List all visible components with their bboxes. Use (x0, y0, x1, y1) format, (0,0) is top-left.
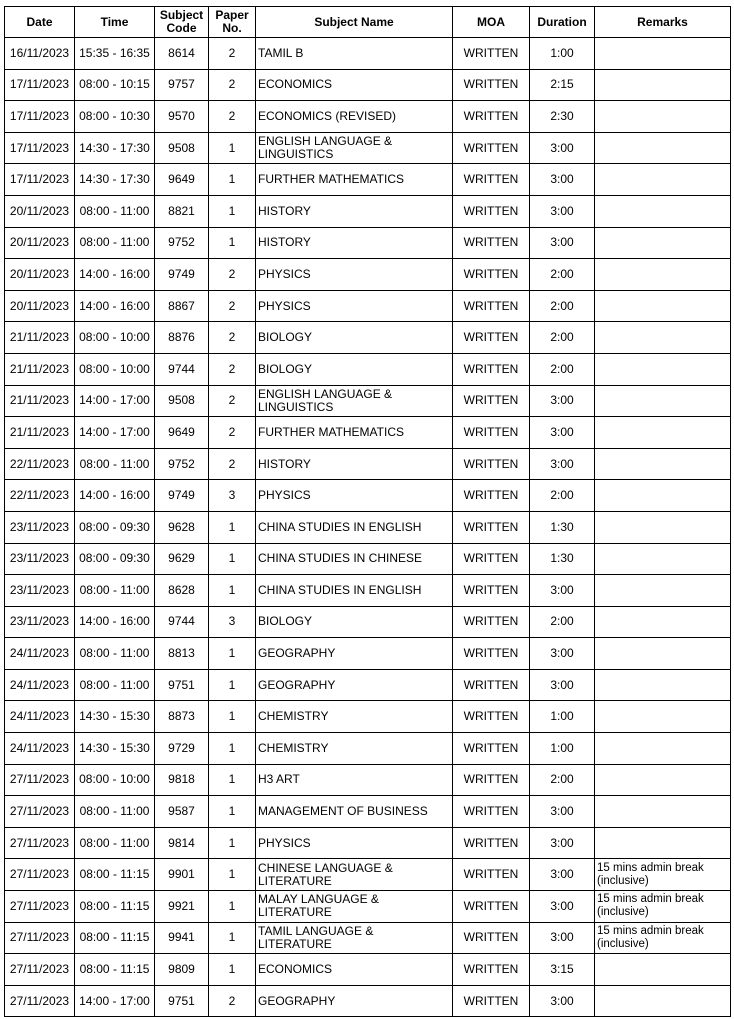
cell-moa: WRITTEN (453, 606, 530, 638)
cell-time: 08:00 - 11:00 (75, 448, 155, 480)
cell-paper-no: 2 (209, 385, 256, 417)
cell-time: 14:00 - 16:00 (75, 290, 155, 322)
cell-paper-no: 1 (209, 954, 256, 986)
cell-time: 14:30 - 15:30 (75, 733, 155, 765)
table-row (5, 101, 731, 133)
cell-paper-no: 1 (209, 891, 256, 923)
cell-date: 23/11/2023 (5, 575, 75, 607)
cell-remarks (595, 796, 731, 828)
cell-moa: WRITTEN (453, 701, 530, 733)
cell-duration: 2:00 (530, 764, 595, 796)
cell-time: 08:00 - 11:15 (75, 922, 155, 954)
cell-date: 17/11/2023 (5, 69, 75, 101)
cell-duration: 3:00 (530, 985, 595, 1017)
cell-date: 22/11/2023 (5, 480, 75, 512)
cell-date: 21/11/2023 (5, 353, 75, 385)
cell-remarks: 15 mins admin break (inclusive) (595, 891, 731, 923)
cell-date: 17/11/2023 (5, 132, 75, 164)
table-row (5, 764, 731, 796)
cell-date: 27/11/2023 (5, 764, 75, 796)
timetable-body (5, 38, 731, 1017)
cell-paper-no: 1 (209, 195, 256, 227)
cell-duration: 2:00 (530, 259, 595, 291)
cell-subject-code: 9941 (155, 922, 209, 954)
cell-subject-name: CHINESE LANGUAGE & LITERATURE (256, 859, 453, 891)
cell-subject-code: 9752 (155, 448, 209, 480)
cell-date: 27/11/2023 (5, 827, 75, 859)
cell-remarks (595, 164, 731, 196)
cell-paper-no: 1 (209, 543, 256, 575)
cell-subject-code: 8628 (155, 575, 209, 607)
cell-time: 14:30 - 17:30 (75, 164, 155, 196)
cell-subject-name: PHYSICS (256, 480, 453, 512)
table-row (5, 164, 731, 196)
cell-remarks (595, 227, 731, 259)
cell-paper-no: 2 (209, 448, 256, 480)
cell-subject-name: BIOLOGY (256, 322, 453, 354)
cell-date: 27/11/2023 (5, 859, 75, 891)
cell-subject-code: 9629 (155, 543, 209, 575)
cell-paper-no: 1 (209, 669, 256, 701)
cell-duration: 2:00 (530, 480, 595, 512)
cell-paper-no: 1 (209, 164, 256, 196)
cell-remarks (595, 606, 731, 638)
cell-duration: 3:00 (530, 132, 595, 164)
cell-time: 08:00 - 11:00 (75, 669, 155, 701)
cell-moa: WRITTEN (453, 764, 530, 796)
cell-moa: WRITTEN (453, 480, 530, 512)
table-row (5, 38, 731, 70)
cell-time: 14:00 - 16:00 (75, 480, 155, 512)
cell-time: 08:00 - 10:00 (75, 322, 155, 354)
cell-moa: WRITTEN (453, 69, 530, 101)
cell-subject-code: 8614 (155, 38, 209, 70)
cell-subject-name: BIOLOGY (256, 606, 453, 638)
cell-subject-name: CHEMISTRY (256, 733, 453, 765)
cell-duration: 1:00 (530, 701, 595, 733)
cell-subject-code: 8873 (155, 701, 209, 733)
cell-date: 22/11/2023 (5, 448, 75, 480)
table-row (5, 132, 731, 164)
table-row (5, 922, 731, 954)
cell-subject-name: GEOGRAPHY (256, 638, 453, 670)
cell-remarks (595, 480, 731, 512)
cell-paper-no: 2 (209, 259, 256, 291)
cell-moa: WRITTEN (453, 922, 530, 954)
cell-subject-name: HISTORY (256, 195, 453, 227)
cell-duration: 3:00 (530, 195, 595, 227)
cell-subject-name: HISTORY (256, 448, 453, 480)
table-row (5, 227, 731, 259)
cell-paper-no: 1 (209, 638, 256, 670)
cell-date: 27/11/2023 (5, 954, 75, 986)
cell-time: 14:30 - 17:30 (75, 132, 155, 164)
cell-date: 23/11/2023 (5, 606, 75, 638)
cell-duration: 2:00 (530, 290, 595, 322)
cell-moa: WRITTEN (453, 891, 530, 923)
table-row (5, 701, 731, 733)
table-row (5, 859, 731, 891)
cell-moa: WRITTEN (453, 38, 530, 70)
cell-paper-no: 1 (209, 764, 256, 796)
cell-remarks (595, 985, 731, 1017)
cell-moa: WRITTEN (453, 290, 530, 322)
cell-remarks: 15 mins admin break (inclusive) (595, 859, 731, 891)
cell-remarks (595, 417, 731, 449)
cell-duration: 1:00 (530, 38, 595, 70)
cell-time: 08:00 - 11:15 (75, 859, 155, 891)
cell-subject-name: ECONOMICS (REVISED) (256, 101, 453, 133)
cell-subject-code: 8867 (155, 290, 209, 322)
cell-date: 20/11/2023 (5, 259, 75, 291)
cell-moa: WRITTEN (453, 353, 530, 385)
cell-moa: WRITTEN (453, 132, 530, 164)
cell-paper-no: 1 (209, 859, 256, 891)
table-row (5, 575, 731, 607)
cell-moa: WRITTEN (453, 543, 530, 575)
cell-duration: 3:00 (530, 859, 595, 891)
cell-paper-no: 2 (209, 353, 256, 385)
cell-moa: WRITTEN (453, 511, 530, 543)
table-row (5, 417, 731, 449)
cell-time: 08:00 - 11:15 (75, 954, 155, 986)
cell-subject-code: 9508 (155, 132, 209, 164)
cell-time: 14:00 - 17:00 (75, 385, 155, 417)
cell-subject-name: H3 ART (256, 764, 453, 796)
cell-date: 27/11/2023 (5, 985, 75, 1017)
cell-subject-name: ECONOMICS (256, 69, 453, 101)
cell-subject-name: PHYSICS (256, 827, 453, 859)
cell-time: 14:00 - 16:00 (75, 259, 155, 291)
cell-time: 08:00 - 11:00 (75, 227, 155, 259)
header-subject-name: Subject Name (256, 7, 453, 38)
cell-paper-no: 1 (209, 511, 256, 543)
cell-duration: 3:00 (530, 796, 595, 828)
cell-subject-name: TAMIL B (256, 38, 453, 70)
table-row (5, 290, 731, 322)
cell-remarks (595, 733, 731, 765)
cell-subject-name: CHINA STUDIES IN CHINESE (256, 543, 453, 575)
cell-time: 14:00 - 17:00 (75, 985, 155, 1017)
cell-paper-no: 1 (209, 701, 256, 733)
cell-remarks (595, 38, 731, 70)
cell-subject-code: 9587 (155, 796, 209, 828)
cell-moa: WRITTEN (453, 859, 530, 891)
cell-paper-no: 1 (209, 922, 256, 954)
cell-subject-code: 9901 (155, 859, 209, 891)
table-row (5, 606, 731, 638)
cell-moa: WRITTEN (453, 733, 530, 765)
cell-time: 08:00 - 11:00 (75, 827, 155, 859)
cell-date: 20/11/2023 (5, 227, 75, 259)
cell-paper-no: 2 (209, 38, 256, 70)
cell-duration: 2:15 (530, 69, 595, 101)
header-subject-code: Subject Code (155, 7, 209, 38)
cell-date: 21/11/2023 (5, 417, 75, 449)
cell-moa: WRITTEN (453, 954, 530, 986)
cell-moa: WRITTEN (453, 985, 530, 1017)
cell-remarks (595, 353, 731, 385)
cell-paper-no: 2 (209, 322, 256, 354)
cell-subject-name: BIOLOGY (256, 353, 453, 385)
table-row (5, 638, 731, 670)
cell-duration: 2:30 (530, 101, 595, 133)
cell-subject-code: 9649 (155, 417, 209, 449)
table-row (5, 985, 731, 1017)
cell-subject-name: PHYSICS (256, 290, 453, 322)
cell-date: 24/11/2023 (5, 669, 75, 701)
cell-moa: WRITTEN (453, 669, 530, 701)
cell-duration: 1:30 (530, 511, 595, 543)
cell-moa: WRITTEN (453, 385, 530, 417)
header-row (5, 7, 731, 38)
cell-moa: WRITTEN (453, 827, 530, 859)
cell-remarks (595, 575, 731, 607)
cell-remarks (595, 290, 731, 322)
cell-subject-code: 9818 (155, 764, 209, 796)
cell-subject-name: ENGLISH LANGUAGE & LINGUISTICS (256, 385, 453, 417)
cell-remarks (595, 669, 731, 701)
cell-subject-name: PHYSICS (256, 259, 453, 291)
cell-time: 08:00 - 11:00 (75, 195, 155, 227)
cell-subject-code: 9744 (155, 606, 209, 638)
cell-duration: 3:00 (530, 827, 595, 859)
cell-duration: 2:00 (530, 353, 595, 385)
table-row (5, 669, 731, 701)
cell-time: 08:00 - 10:30 (75, 101, 155, 133)
table-row (5, 259, 731, 291)
cell-date: 27/11/2023 (5, 796, 75, 828)
cell-date: 21/11/2023 (5, 385, 75, 417)
cell-date: 16/11/2023 (5, 38, 75, 70)
cell-moa: WRITTEN (453, 638, 530, 670)
cell-time: 08:00 - 10:00 (75, 764, 155, 796)
cell-moa: WRITTEN (453, 164, 530, 196)
table-row (5, 448, 731, 480)
header-moa: MOA (453, 7, 530, 38)
cell-remarks (595, 701, 731, 733)
cell-remarks (595, 259, 731, 291)
header-date: Date (5, 7, 75, 38)
cell-subject-code: 9809 (155, 954, 209, 986)
cell-duration: 1:30 (530, 543, 595, 575)
cell-duration: 3:00 (530, 448, 595, 480)
cell-subject-code: 9749 (155, 259, 209, 291)
cell-remarks (595, 322, 731, 354)
timetable-table (4, 6, 731, 1017)
table-row (5, 385, 731, 417)
cell-moa: WRITTEN (453, 101, 530, 133)
cell-subject-code: 9570 (155, 101, 209, 133)
cell-date: 17/11/2023 (5, 164, 75, 196)
cell-paper-no: 2 (209, 101, 256, 133)
cell-remarks: 15 mins admin break (inclusive) (595, 922, 731, 954)
cell-moa: WRITTEN (453, 195, 530, 227)
cell-remarks (595, 448, 731, 480)
cell-remarks (595, 132, 731, 164)
cell-moa: WRITTEN (453, 259, 530, 291)
table-row (5, 827, 731, 859)
cell-subject-code: 8876 (155, 322, 209, 354)
cell-remarks (595, 385, 731, 417)
cell-time: 14:00 - 16:00 (75, 606, 155, 638)
table-row (5, 511, 731, 543)
cell-time: 08:00 - 11:15 (75, 891, 155, 923)
cell-date: 24/11/2023 (5, 733, 75, 765)
cell-date: 20/11/2023 (5, 290, 75, 322)
cell-remarks (595, 638, 731, 670)
cell-paper-no: 1 (209, 733, 256, 765)
cell-subject-name: FURTHER MATHEMATICS (256, 164, 453, 196)
cell-subject-code: 9814 (155, 827, 209, 859)
cell-date: 23/11/2023 (5, 511, 75, 543)
cell-time: 15:35 - 16:35 (75, 38, 155, 70)
cell-duration: 3:00 (530, 891, 595, 923)
cell-subject-name: FURTHER MATHEMATICS (256, 417, 453, 449)
cell-subject-name: MANAGEMENT OF BUSINESS (256, 796, 453, 828)
header-remarks: Remarks (595, 7, 731, 38)
exam-timetable (4, 6, 731, 1017)
cell-duration: 3:00 (530, 385, 595, 417)
table-row (5, 353, 731, 385)
cell-duration: 2:00 (530, 606, 595, 638)
header-time: Time (75, 7, 155, 38)
cell-subject-code: 9649 (155, 164, 209, 196)
cell-subject-code: 8813 (155, 638, 209, 670)
cell-time: 08:00 - 11:00 (75, 638, 155, 670)
cell-subject-name: CHEMISTRY (256, 701, 453, 733)
cell-moa: WRITTEN (453, 448, 530, 480)
cell-subject-code: 9757 (155, 69, 209, 101)
cell-date: 24/11/2023 (5, 638, 75, 670)
cell-paper-no: 1 (209, 575, 256, 607)
cell-remarks (595, 69, 731, 101)
header-duration: Duration (530, 7, 595, 38)
cell-paper-no: 2 (209, 69, 256, 101)
cell-date: 23/11/2023 (5, 543, 75, 575)
cell-time: 08:00 - 11:00 (75, 796, 155, 828)
cell-subject-name: MALAY LANGUAGE & LITERATURE (256, 891, 453, 923)
cell-subject-name: CHINA STUDIES IN ENGLISH (256, 511, 453, 543)
cell-duration: 3:00 (530, 417, 595, 449)
cell-remarks (595, 954, 731, 986)
cell-time: 08:00 - 10:00 (75, 353, 155, 385)
cell-subject-code: 9508 (155, 385, 209, 417)
cell-date: 24/11/2023 (5, 701, 75, 733)
cell-paper-no: 1 (209, 796, 256, 828)
cell-duration: 3:00 (530, 669, 595, 701)
cell-paper-no: 2 (209, 417, 256, 449)
table-row (5, 543, 731, 575)
cell-date: 17/11/2023 (5, 101, 75, 133)
cell-moa: WRITTEN (453, 575, 530, 607)
table-row (5, 796, 731, 828)
cell-subject-name: ECONOMICS (256, 954, 453, 986)
cell-paper-no: 3 (209, 606, 256, 638)
cell-subject-code: 9628 (155, 511, 209, 543)
cell-date: 20/11/2023 (5, 195, 75, 227)
cell-date: 21/11/2023 (5, 322, 75, 354)
cell-date: 27/11/2023 (5, 922, 75, 954)
cell-remarks (595, 101, 731, 133)
table-row (5, 69, 731, 101)
table-row (5, 954, 731, 986)
cell-subject-name: GEOGRAPHY (256, 985, 453, 1017)
cell-subject-code: 9751 (155, 669, 209, 701)
cell-time: 14:30 - 15:30 (75, 701, 155, 733)
cell-time: 08:00 - 10:15 (75, 69, 155, 101)
cell-paper-no: 1 (209, 227, 256, 259)
cell-duration: 3:00 (530, 638, 595, 670)
cell-subject-code: 9751 (155, 985, 209, 1017)
table-row (5, 891, 731, 923)
cell-subject-code: 9744 (155, 353, 209, 385)
cell-subject-code: 9749 (155, 480, 209, 512)
cell-paper-no: 1 (209, 827, 256, 859)
cell-duration: 3:00 (530, 227, 595, 259)
cell-subject-code: 8821 (155, 195, 209, 227)
cell-time: 14:00 - 17:00 (75, 417, 155, 449)
cell-time: 08:00 - 09:30 (75, 543, 155, 575)
cell-time: 08:00 - 09:30 (75, 511, 155, 543)
cell-duration: 3:15 (530, 954, 595, 986)
cell-remarks (595, 511, 731, 543)
cell-duration: 3:00 (530, 575, 595, 607)
cell-remarks (595, 764, 731, 796)
table-row (5, 322, 731, 354)
cell-moa: WRITTEN (453, 322, 530, 354)
cell-duration: 3:00 (530, 164, 595, 196)
cell-moa: WRITTEN (453, 417, 530, 449)
cell-duration: 1:00 (530, 733, 595, 765)
cell-time: 08:00 - 11:00 (75, 575, 155, 607)
table-row (5, 195, 731, 227)
cell-remarks (595, 543, 731, 575)
cell-subject-code: 9729 (155, 733, 209, 765)
cell-moa: WRITTEN (453, 227, 530, 259)
cell-moa: WRITTEN (453, 796, 530, 828)
header-paper-no: Paper No. (209, 7, 256, 38)
cell-subject-name: ENGLISH LANGUAGE & LINGUISTICS (256, 132, 453, 164)
cell-paper-no: 2 (209, 985, 256, 1017)
cell-subject-name: GEOGRAPHY (256, 669, 453, 701)
cell-subject-name: HISTORY (256, 227, 453, 259)
cell-remarks (595, 827, 731, 859)
cell-date: 27/11/2023 (5, 891, 75, 923)
cell-remarks (595, 195, 731, 227)
cell-duration: 2:00 (530, 322, 595, 354)
cell-paper-no: 3 (209, 480, 256, 512)
table-row (5, 480, 731, 512)
table-row (5, 733, 731, 765)
cell-duration: 3:00 (530, 922, 595, 954)
cell-subject-name: CHINA STUDIES IN ENGLISH (256, 575, 453, 607)
cell-subject-name: TAMIL LANGUAGE & LITERATURE (256, 922, 453, 954)
cell-paper-no: 2 (209, 290, 256, 322)
cell-paper-no: 1 (209, 132, 256, 164)
cell-subject-code: 9752 (155, 227, 209, 259)
cell-subject-code: 9921 (155, 891, 209, 923)
